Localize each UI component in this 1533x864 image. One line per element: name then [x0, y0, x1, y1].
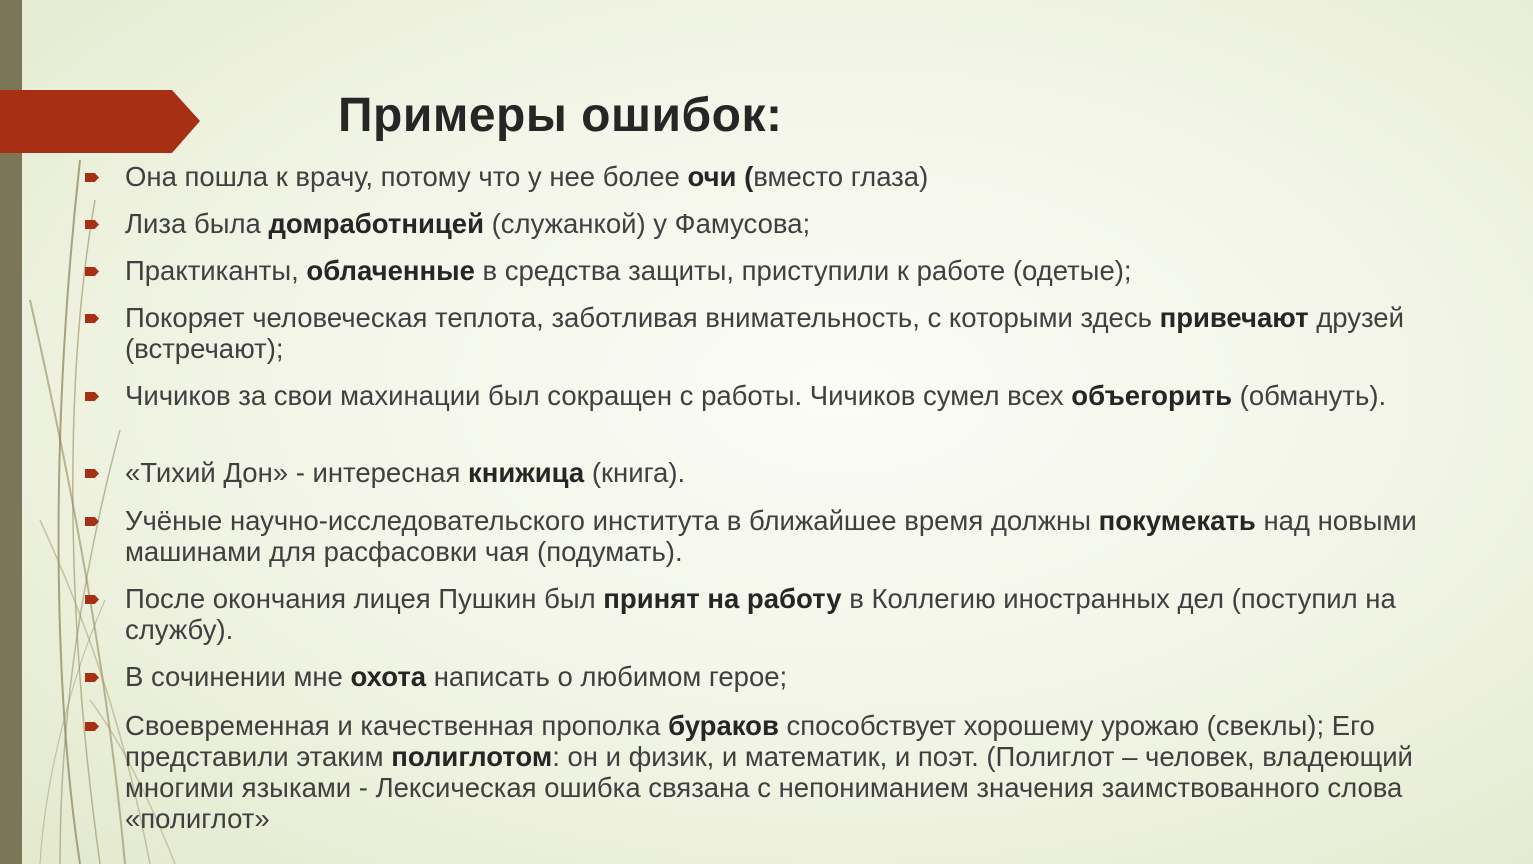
highlighted-word: покумекать: [1098, 505, 1256, 536]
item-text: способствует хорошему урожаю (свеклы); Его представили этаким: [125, 710, 1375, 772]
list-item: [125, 161, 1505, 192]
item-text: (служанкой) у Фамусова;: [483, 208, 811, 239]
list-item: [125, 583, 1505, 645]
item-text: : он и физик, и математик, и поэт. (Полиглот – человек, владеющий многими языками - Лексическая ошибка связана с непониманием значения заимствованного слова «полиглот»: [125, 741, 1413, 834]
item-text: Лиза была: [125, 208, 269, 239]
item-text: Учёные научно-исследовательского института в ближайшее время должны: [125, 505, 1099, 536]
highlighted-word: объегорить: [1071, 380, 1233, 411]
highlighted-word: привечают: [1159, 302, 1309, 333]
item-text: После окончания лицея Пушкин был: [125, 583, 604, 614]
item-text: Своевременная и качественная прополка: [125, 710, 669, 741]
item-text: В сочинении мне: [125, 661, 351, 692]
item-text: Она пошла к врачу, потому что у нее более: [125, 161, 688, 192]
slide-title: Примеры ошибок:: [338, 89, 783, 142]
highlighted-word: охота: [350, 661, 427, 692]
list-item: [125, 302, 1505, 364]
item-text: Практиканты,: [125, 255, 307, 286]
list-item: [125, 457, 1505, 488]
item-text: Покоряет человеческая теплота, заботливая внимательность, с которыми здесь: [125, 302, 1160, 333]
list-item: [125, 208, 1505, 239]
list-item: [125, 505, 1505, 567]
item-text: над новыми машинами для расфасовки чая (подумать).: [125, 505, 1417, 567]
highlighted-word: облаченные: [306, 255, 475, 286]
highlighted-word: книжица: [468, 457, 585, 488]
highlighted-word: бураков: [668, 710, 779, 741]
list-item: [125, 661, 1505, 692]
list-item: [125, 255, 1505, 286]
highlighted-word: принят на работу: [603, 583, 842, 614]
item-text: в средства защиты, приступили к работе (одетые);: [474, 255, 1132, 286]
list-item: [125, 380, 1505, 411]
highlighted-word: домработницей: [268, 208, 484, 239]
list-item: [125, 710, 1505, 834]
item-text: в Коллегию иностранных дел (поступил на службу).: [125, 583, 1396, 645]
item-text: (обмануть).: [1232, 380, 1387, 411]
item-text: друзей (встречают);: [125, 302, 1404, 364]
item-text: Чичиков за свои махинации был сокращен с работы. Чичиков сумел всех: [125, 380, 1072, 411]
item-text: (книга).: [584, 457, 686, 488]
item-text: «Тихий Дон» - интересная: [125, 457, 468, 488]
item-text: написать о любимом герое;: [426, 661, 788, 692]
item-text: вместо глаза): [753, 161, 929, 192]
highlighted-word: полиглотом: [391, 741, 553, 772]
highlighted-word: очи (: [687, 161, 754, 192]
